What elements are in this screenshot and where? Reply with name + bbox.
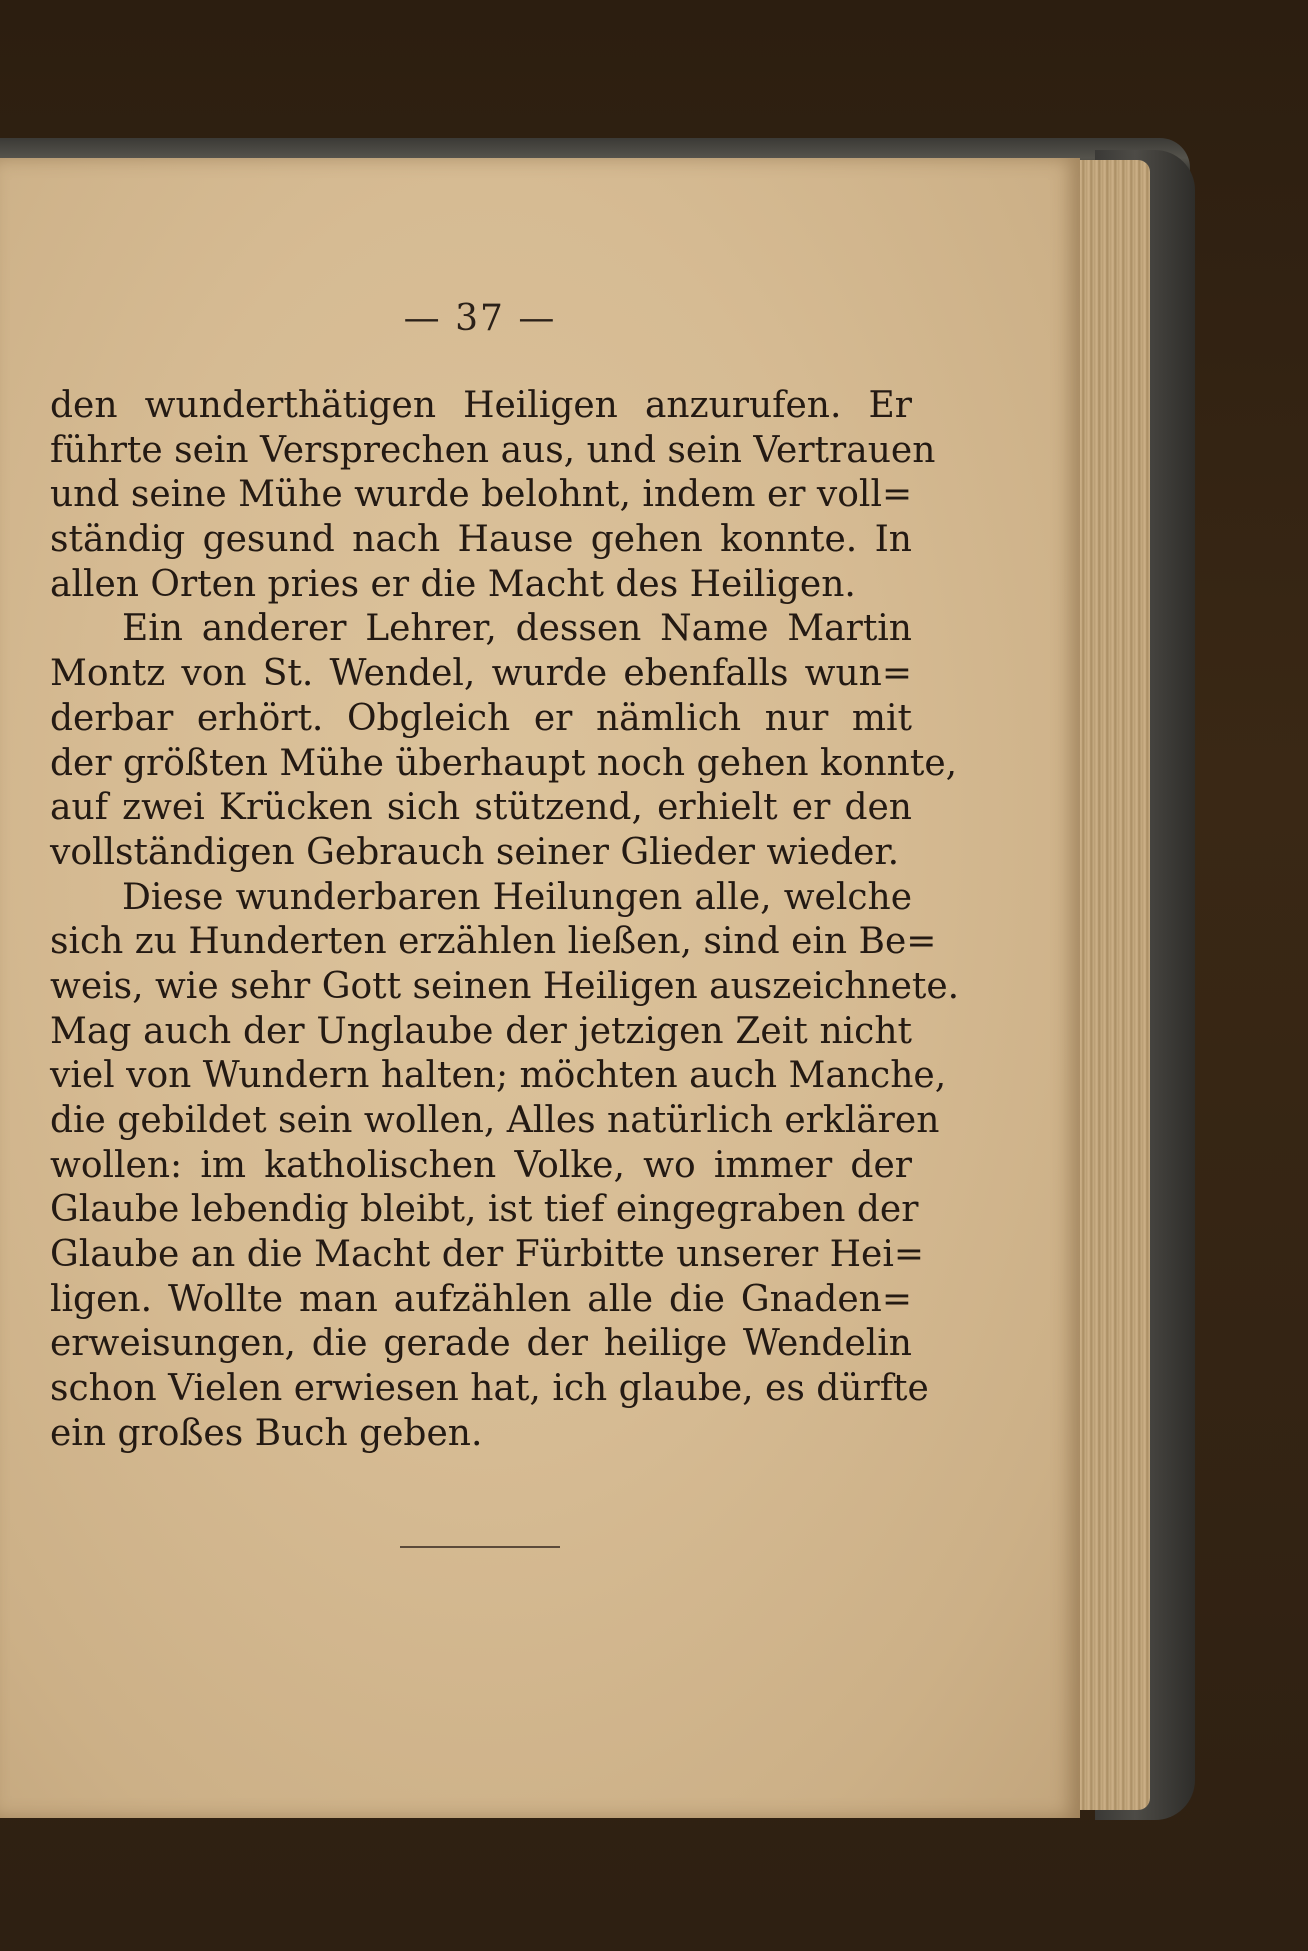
text-line: wollen: im katholischen Volke, wo immer der [50,1144,912,1186]
text-line: ein großes Buch geben. [50,1412,483,1454]
text-line: Glaube lebendig bleibt, ist tief eingegraben der [50,1189,919,1231]
text-line: die gebildet sein wollen, Alles natürlich erklären [50,1100,940,1141]
text-line: auf zwei Krücken sich stützend, erhielt er den [50,787,912,829]
paragraph-start-line: Ein anderer Lehrer, dessen Name Martin [122,608,912,650]
text-line: viel von Wundern halten; möchten auch Manche, [50,1055,947,1097]
text-line: weis, wie sehr Gott seinen Heiligen auszeichnete. [50,965,960,1007]
paragraph-start-line: Diese wunderbaren Heilungen alle, welche [122,876,912,918]
text-line: und seine Mühe wurde belohnt, indem er voll= [50,474,913,516]
text-line: der größten Mühe überhaupt noch gehen konnte, [50,742,958,784]
text-line: vollständigen Gebrauch seiner Glieder wieder. [50,831,900,873]
page-edges [1070,160,1150,1810]
text-line: sich zu Hunderten erzählen ließen, sind ein Be= [50,921,937,963]
book-page [0,158,1080,1818]
end-rule-divider [400,1546,560,1548]
text-line: Montz von St. Wendel, wurde ebenfalls wun= [50,653,912,695]
text-line: ständig gesund nach Hause gehen konnte. In [50,519,912,561]
text-line: Mag auch der Unglaube der jetzigen Zeit nicht [50,1010,912,1052]
body-text [50,384,960,1457]
text-line: den wunderthätigen Heiligen anzurufen. Er [50,385,912,426]
text-line: führte sein Versprechen aus, und sein Vertrauen [50,429,936,471]
text-line: Glaube an die Macht der Fürbitte unserer Hei= [50,1234,925,1276]
text-line: erweisungen, die gerade der heilige Wendelin [50,1323,912,1365]
text-line: ligen. Wollte man aufzählen alle die Gnaden= [50,1278,912,1320]
text-line: allen Orten pries er die Macht des Heiligen. [50,563,856,605]
page-number: — 37 — [403,298,557,339]
text-line: derbar erhört. Obgleich er nämlich nur mit [50,697,912,739]
text-line: schon Vielen erwiesen hat, ich glaube, es dürfte [50,1368,929,1410]
